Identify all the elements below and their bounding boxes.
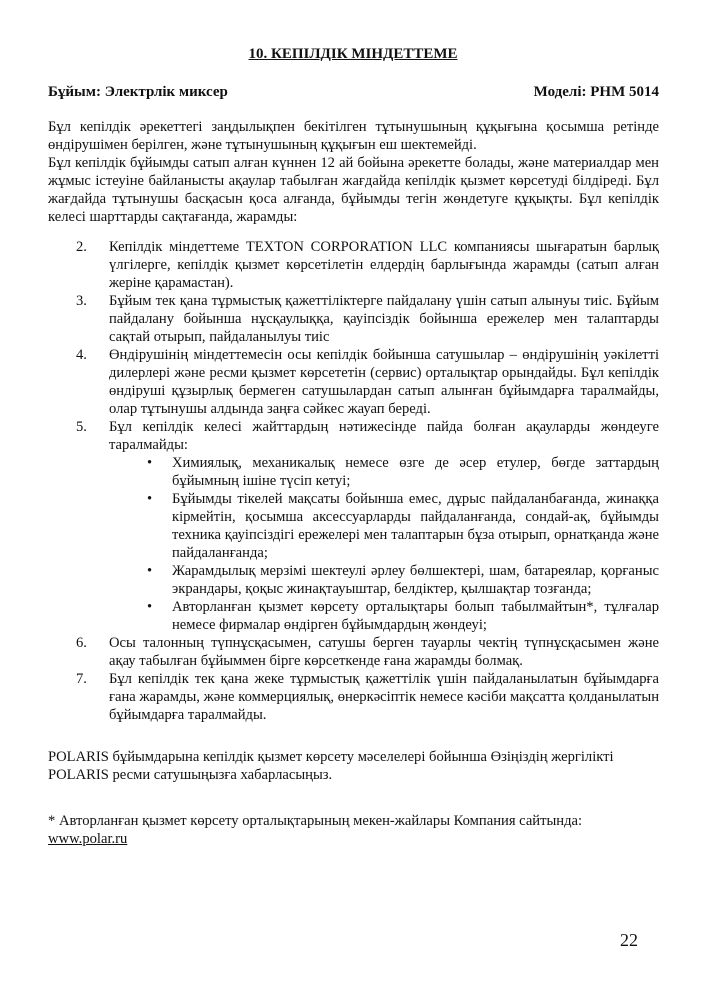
condition-item bbox=[76, 346, 659, 418]
bullet-icon: • bbox=[147, 455, 153, 471]
exclusion-text: Авторланған қызмет көрсету орталықтары болып табылмайтын*, тұлғалар немесе фирмалар өндірген бұйымдардың жөндеуі; bbox=[172, 599, 659, 633]
exclusion-item bbox=[109, 454, 659, 490]
condition-text-intro: Бұл кепілдік келесі жайттардың нәтижесінде пайда болған ақауларды жөндеуге таралмайды: bbox=[109, 419, 659, 453]
model-label: Моделі: PHM 5014 bbox=[533, 84, 659, 100]
condition-text bbox=[109, 418, 659, 634]
website-link[interactable]: www.polar.ru bbox=[48, 831, 128, 847]
condition-item bbox=[76, 238, 659, 292]
bullet-icon: • bbox=[147, 491, 153, 507]
footnote bbox=[48, 812, 659, 848]
intro-paragraph: Бұл кепілдік бұйымды сатып алған күннен 12 ай бойына әрекетте болады, және материалдар мен жұмыс істеуіне байланысты ақаулар табылған жағдайда кепілдік қызмет көрсетуді білдіреді. Бұл жағдайда тұтынушы басқасын қоса алғанда, бұйымды тегін жөндетуге құқықты. Бұл кепілдік келесі шарттарды сақтағанда, жарамды: bbox=[48, 155, 659, 225]
condition-text: Өндірушінің міндеттемесін осы кепілдік бойынша сатушылар – өндірушінің уәкілетті дилерлері және ресми қызмет көрсететін (сервис) орталықтар орындайды. Бұл кепілдік өндіруші құзырлық бермеген сатушылардан сатып алынған бұйымдарға таралмайды, олар тұтынушы алдында заңға сәйкес жауап береді. bbox=[109, 347, 659, 417]
exclusion-item bbox=[109, 562, 659, 598]
condition-number: 7. bbox=[76, 671, 87, 687]
condition-item bbox=[76, 418, 659, 634]
condition-number: 5. bbox=[76, 419, 87, 435]
intro-paragraph: Бұл кепілдік әрекеттегі заңдылықпен бекітілген тұтынушының құқығына қосымша ретінде өндірушімен берілген, және тұтынушының құқығын еш шектемейді. bbox=[48, 119, 659, 153]
condition-text: Бұл кепілдік тек қана жеке тұрмыстық қажеттілік үшін пайдаланылатын бұйымдарға ғана жарамды, және коммерциялық, өнеркәсіптік немесе кәсіби мақсатта қолданылатын бұйымдарға таралмайды. bbox=[109, 671, 659, 723]
conditions-list bbox=[76, 238, 659, 724]
bullet-icon: • bbox=[147, 599, 153, 615]
product-info-row bbox=[48, 84, 659, 101]
exclusion-text: Жарамдылық мерзімі шектеулі әрлеу бөлшектері, шам, батареялар, қорғаныс экрандары, қоқыс жинақтауыштар, белдіктер, қылшақтар тозғанда; bbox=[172, 563, 659, 597]
page-title: 10. КЕПІЛДІК МІНДЕТТЕМЕ bbox=[248, 46, 458, 62]
condition-number: 3. bbox=[76, 293, 87, 309]
condition-item bbox=[76, 670, 659, 724]
condition-number: 2. bbox=[76, 239, 87, 255]
exclusion-item bbox=[109, 598, 659, 634]
condition-text: Осы талонның түпнұсқасымен, сатушы берген тауарлы чектің түпнұсқасымен және ақау табылған бұйыммен бірге көрсеткенде ғана жарамды болмақ. bbox=[109, 635, 659, 669]
condition-number: 4. bbox=[76, 347, 87, 363]
intro-section bbox=[48, 118, 659, 226]
bullet-icon: • bbox=[147, 563, 153, 579]
condition-item bbox=[76, 634, 659, 670]
exclusions-list bbox=[109, 454, 659, 634]
condition-text: Бұйым тек қана тұрмыстық қажеттіліктерге пайдалану үшін сатып алынуы тиіс. Бұйым пайдалану бойынша нұсқаулыққа, қауіпсіздік бойынша ережелер мен талаптарды сақтай отырып, пайдаланылуы тиіс bbox=[109, 293, 659, 345]
condition-text: Кепілдік міндеттеме TEXTON CORPORATION LLC компаниясы шығаратын барлық үлгілерге, кепілдік қызмет көрсетілетін елдердің барлығында жарамды (сатып алған жеріне қарамастан). bbox=[109, 239, 659, 291]
condition-item bbox=[76, 292, 659, 346]
contact-line: POLARIS ресми сатушыңызға хабарласыңыз. bbox=[48, 767, 333, 783]
contact-section bbox=[48, 748, 659, 784]
footnote-text: * Авторланған қызмет көрсету орталықтарының мекен-жайлары Компания сайтында: bbox=[48, 813, 583, 829]
exclusion-text: Химиялық, механикалық немесе өзге де әсер етулер, бөгде заттардың бұйымның ішіне түсіп кетуі; bbox=[172, 455, 659, 489]
page-number: 22 bbox=[620, 930, 638, 950]
exclusion-text: Бұйымды тікелей мақсаты бойынша емес, дұрыс пайдаланбағанда, жинаққа кірмейтін, қосымша аксессуарларды пайдаланғанда, сондай-ақ, бұйымды техника қауіпсіздігі ережелері мен талаптарын бұза отырып, орнатқанда және пайдаланғанда; bbox=[172, 491, 659, 561]
contact-line: POLARIS бұйымдарына кепілдік қызмет көрсету мәселелері бойынша Өзіңіздің жергілікті bbox=[48, 749, 614, 765]
exclusion-item bbox=[109, 490, 659, 562]
condition-number: 6. bbox=[76, 635, 87, 651]
product-label: Бұйым: Электрлік миксер bbox=[48, 84, 228, 100]
